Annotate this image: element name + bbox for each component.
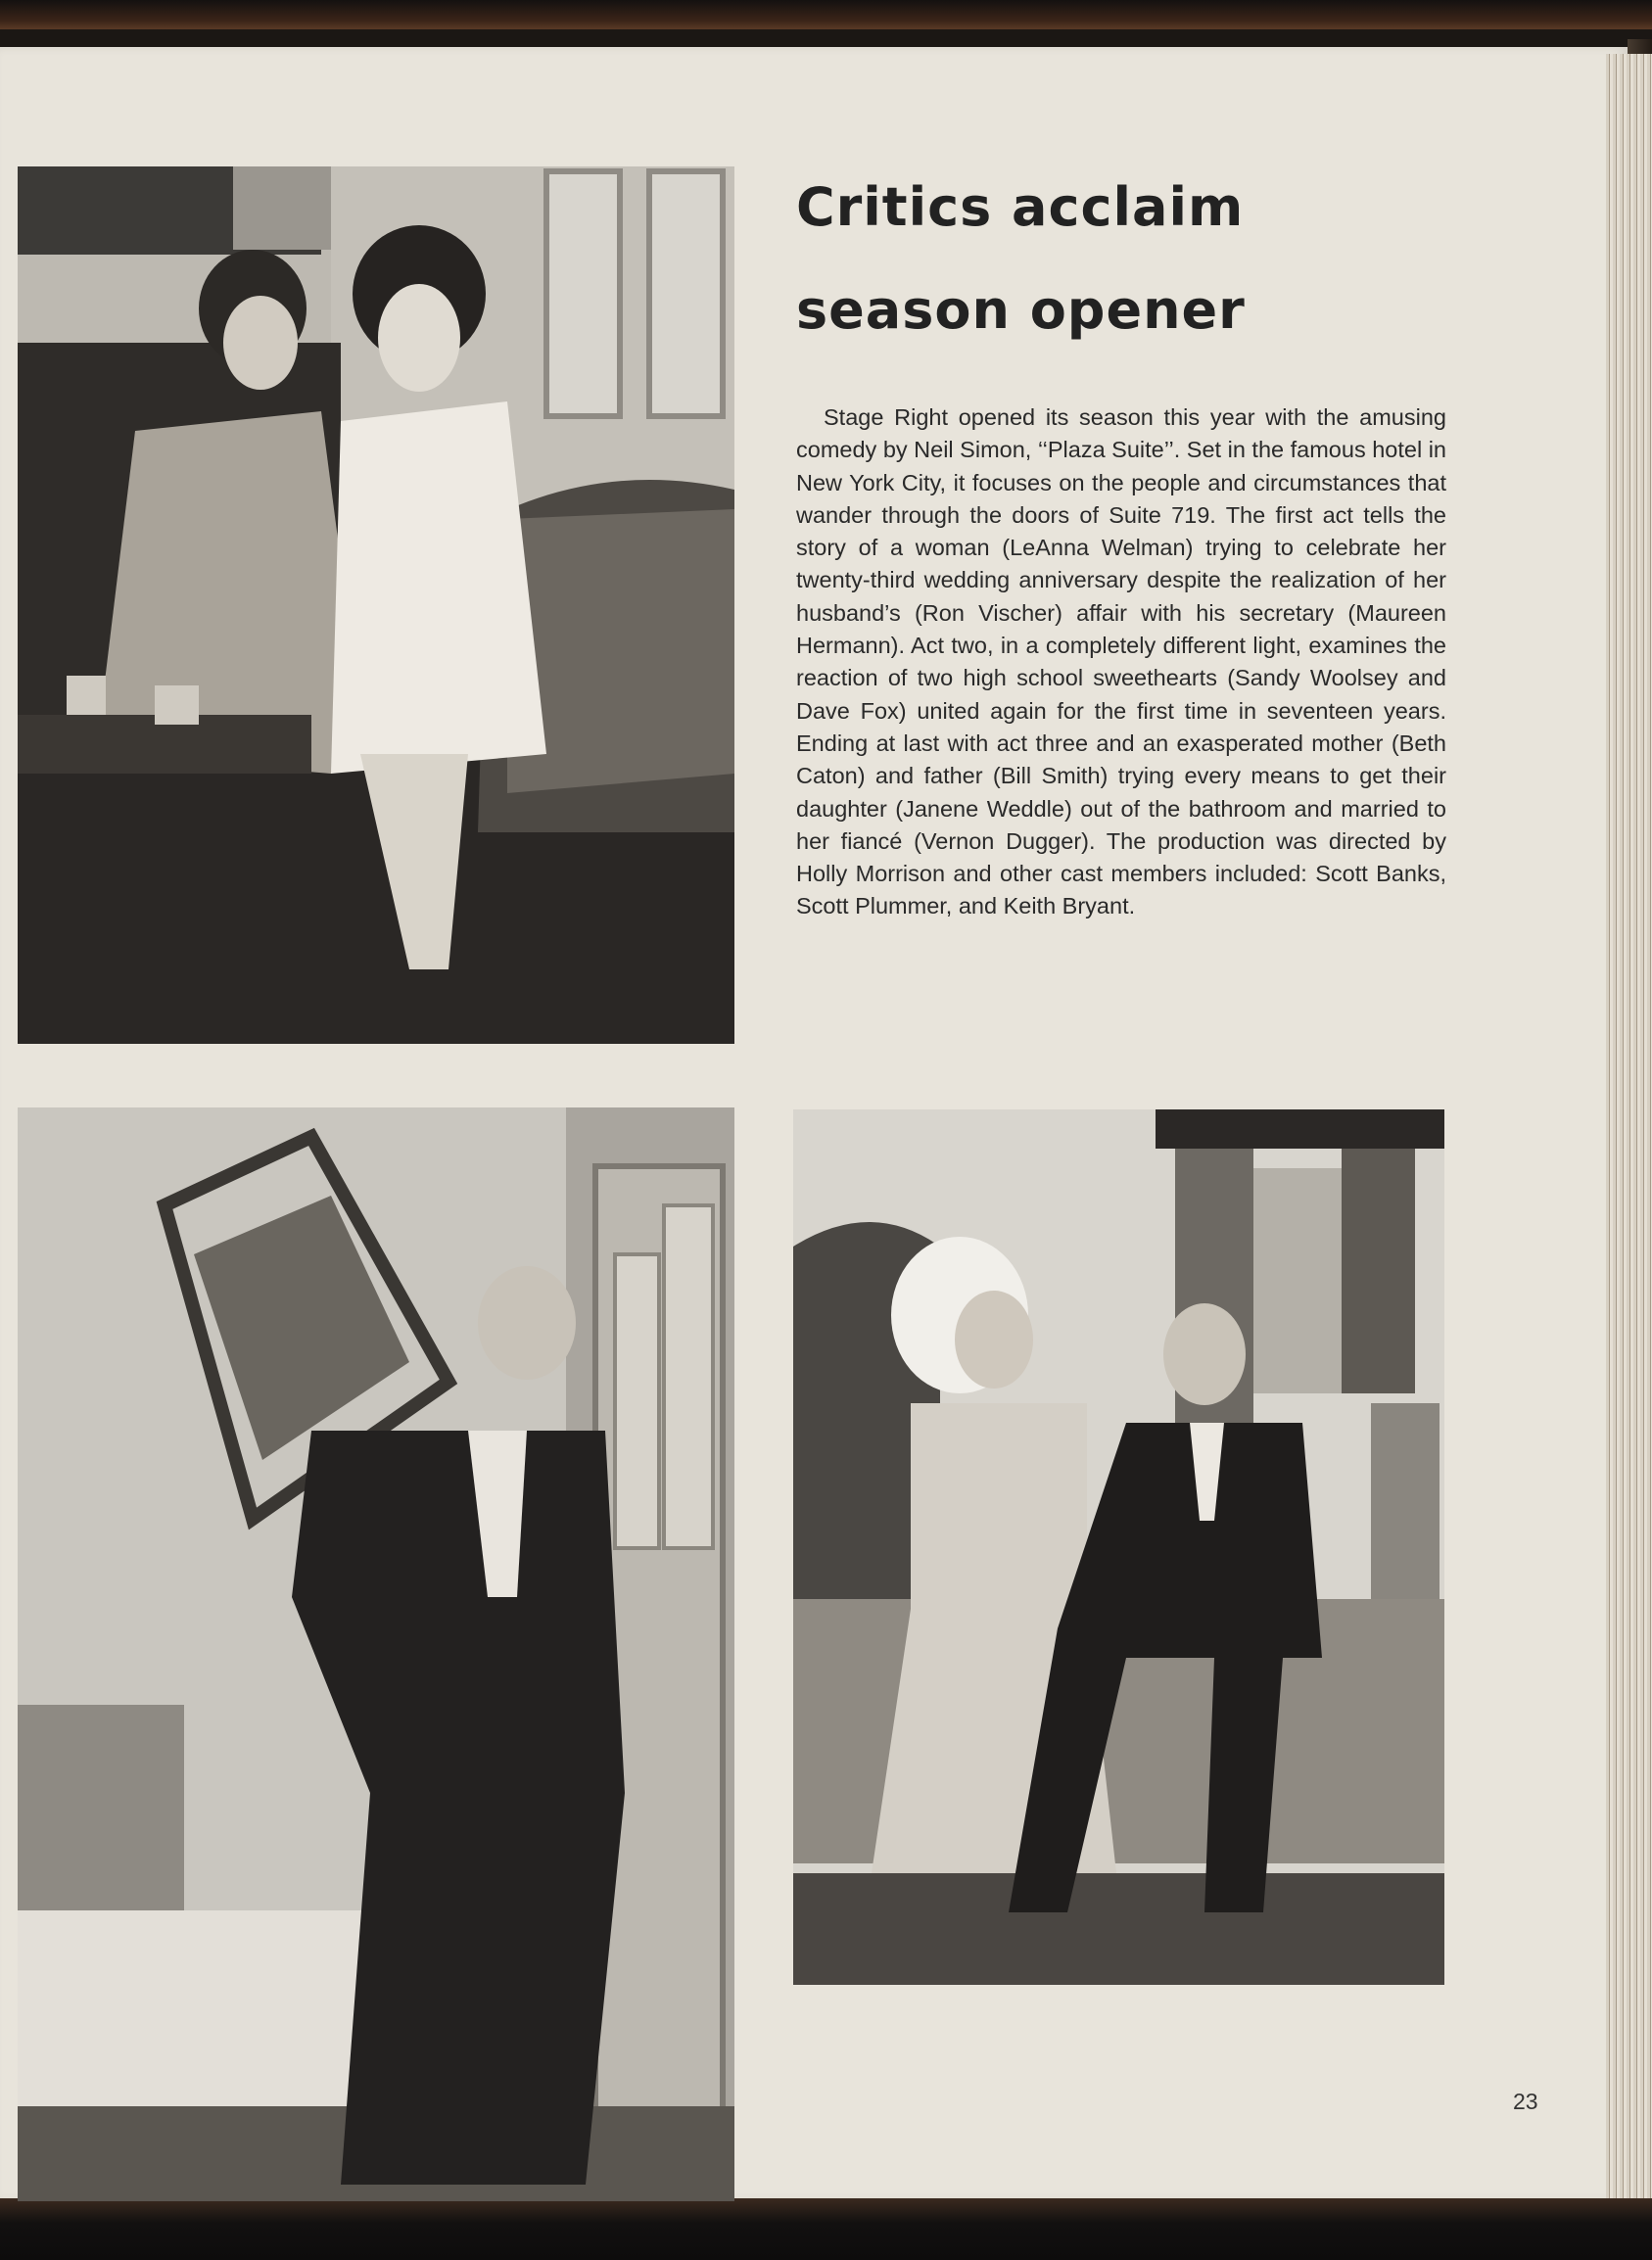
article-body: Stage Right opened its season this year with the amusing comedy by Neil Simon, ‘‘Plaza Suite’’. Set in the famous hotel in New York City, it focuses on the people and circumstances that wander through the doors of Suite 719. The first act tells the story of a woman (LeAnna Welman) trying to celebrate her twenty-third wedding anniversary despite the realization of her husband’s (Ron Vischer) affair with his secretary (Maureen Hermann). Act two, in a completely different light, examines the reaction of two high school sweethearts (Sandy Woolsey and Dave Fox) united again for the first time in seventeen years. Ending at last with act three and an exasperated mother (Beth Caton) and father (Bill Smith) trying every means to get their daughter (Janene Weddle) out of the bathroom and married to her fiancé (Vernon Dugger). The production was directed by Holly Morrison and other cast members included: Scott Banks, Scott Plummer, and Keith Bryant. [796, 404, 1447, 919]
page-stack-edge [1606, 54, 1652, 2198]
book-top-edge [0, 0, 1652, 29]
headline-line-1: Critics acclaim [796, 176, 1245, 238]
photo-couple-on-sofa [18, 166, 734, 1044]
photo-man-carrying-chair [18, 1107, 734, 2201]
headline-line-2: season opener [796, 279, 1246, 341]
book-bottom-edge [0, 2198, 1652, 2260]
page-number: 23 [1513, 2089, 1538, 2114]
photo-seated-couple [793, 1109, 1444, 1985]
